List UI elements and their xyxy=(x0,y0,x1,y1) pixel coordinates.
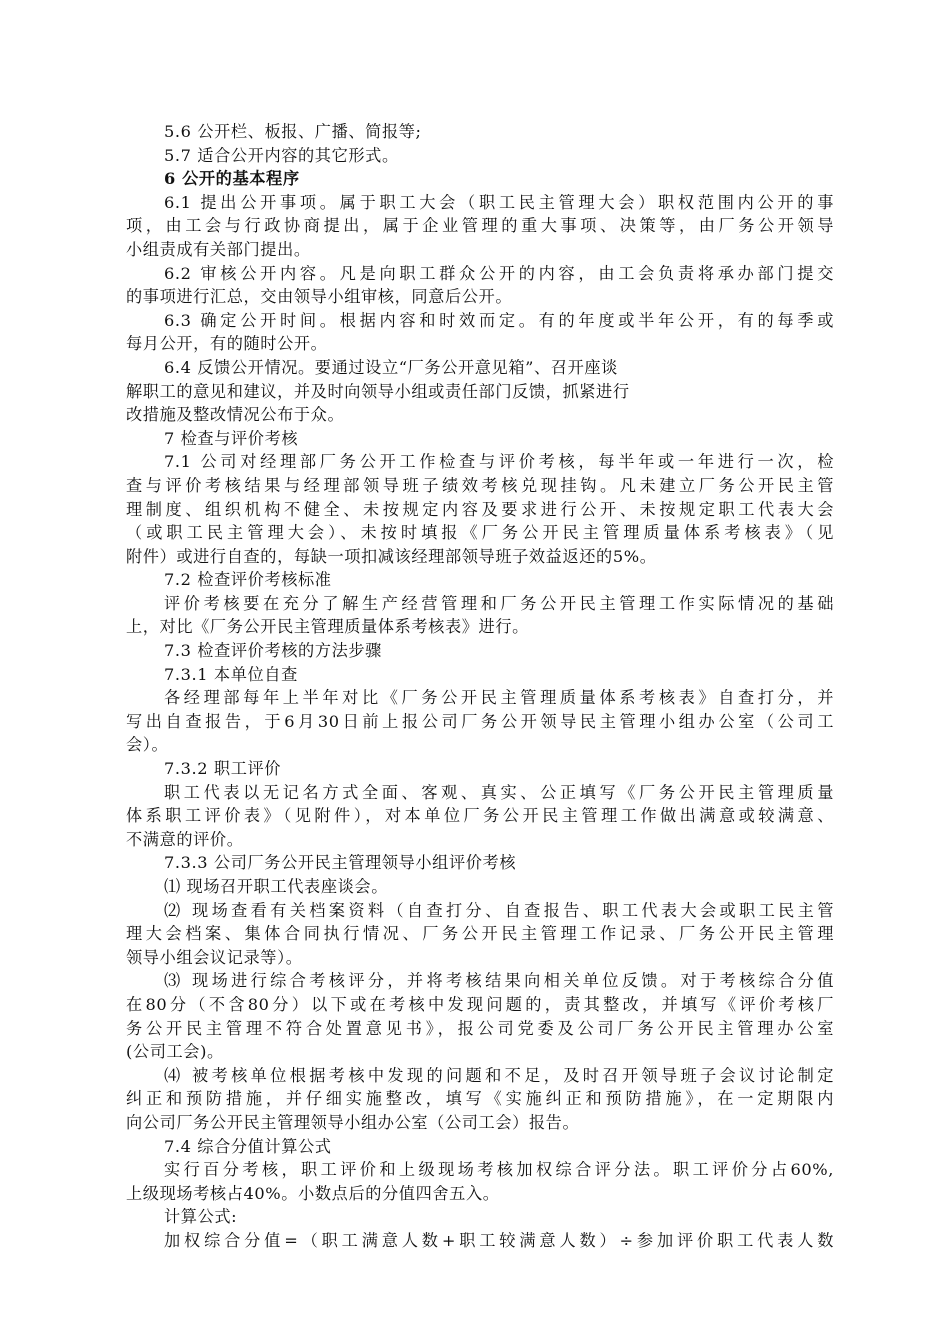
text-line: 6.4 反馈公开情况。要通过设立“厂务公开意见箱”、召开座谈 xyxy=(164,357,618,377)
text-line: 加权综合分值=（职工满意人数+职工较满意人数）÷参加评价职工代表人数 xyxy=(164,1230,834,1250)
text-line: 向公司厂务公开民主管理领导小组办公室（公司工会）报告。 xyxy=(126,1112,580,1132)
text-line: 理制度、组织机构不健全、未按规定内容及要求进行公开、未按规定职工代表大会 xyxy=(126,499,834,519)
text-line: 改措施及整改情况公布于众。 xyxy=(126,405,345,425)
text-line: 7.1 公司对经理部厂务公开工作检查与评价考核，每半年或一年进行一次，检 xyxy=(164,452,834,472)
text-line: ⑷ 被考核单位根据考核中发现的问题和不足，及时召开领导班子会议讨论制定 xyxy=(164,1065,834,1085)
text-line: 项，由工会与行政协商提出，属于企业管理的重大事项、决策等，由厂务公开领导 xyxy=(126,216,834,236)
document-body xyxy=(126,120,834,1253)
text-line: 各经理部每年上半年对比《厂务公开民主管理质量体系考核表》自查打分，并 xyxy=(164,688,834,708)
text-line: ⑶ 现场进行综合考核评分，并将考核结果向相关单位反馈。对于考核综合分值 xyxy=(164,971,834,991)
text-line: 纠正和预防措施，并仔细实施整改，填写《实施纠正和预防措施》，在一定期限内 xyxy=(126,1089,834,1109)
text-line: 理大会档案、集体合同执行情况、厂务公开民主管理工作记录、厂务公开民主管理 xyxy=(126,924,834,944)
text-line: 5.7 适合公开内容的其它形式。 xyxy=(164,145,399,165)
text-line: 职工代表以无记名方式全面、客观、真实、公正填写《厂务公开民主管理质量 xyxy=(164,782,834,802)
text-line: 每月公开，有的随时公开。 xyxy=(126,334,328,354)
text-line: 附件）或进行自查的，每缺一项扣减该经理部领导班子效益返还的5%。 xyxy=(126,546,657,566)
text-line: 6.1 提出公开事项。属于职工大会（职工民主管理大会）职权范围内公开的事 xyxy=(164,192,834,212)
text-line: 7.3.2 职工评价 xyxy=(164,759,282,779)
text-line: (公司工会)。 xyxy=(126,1042,224,1062)
text-line: 小组责成有关部门提出。 xyxy=(126,239,311,259)
text-line: 体系职工评价表》（见附件），对本单位厂务公开民主管理工作做出满意或较满意、 xyxy=(126,806,834,826)
text-line: 计算公式: xyxy=(164,1207,238,1227)
text-line: 评价考核要在充分了解生产经营管理和厂务公开民主管理工作实际情况的基础 xyxy=(164,593,834,613)
text-line: 实行百分考核，职工评价和上级现场考核加权综合评分法。职工评价分占60%, xyxy=(164,1160,834,1180)
text-line: 领导小组会议记录等）。 xyxy=(126,947,303,967)
text-line: 会）。 xyxy=(126,735,169,755)
text-line: 7.3.3 公司厂务公开民主管理领导小组评价考核 xyxy=(164,853,517,873)
text-line: 7.2 检查评价考核标准 xyxy=(164,570,332,590)
text-line: 写出自查报告，于6月30日前上报公司厂务公开领导民主管理小组办公室（公司工 xyxy=(126,711,834,731)
text-line: ⑴ 现场召开职工代表座谈会。 xyxy=(164,877,388,896)
text-line: 上，对比《厂务公开民主管理质量体系考核表》进行。 xyxy=(126,617,529,637)
section-heading: 6 公开的基本程序 xyxy=(164,169,300,189)
text-line: 7.4 综合分值计算公式 xyxy=(164,1136,332,1156)
text-line: 解职工的意见和建议，并及时向领导小组或责任部门反馈，抓紧进行 xyxy=(126,381,630,401)
text-line: 上级现场考核占40%。小数点后的分值四舍五入。 xyxy=(126,1183,500,1203)
text-line: 不满意的评价。 xyxy=(126,829,244,849)
text-line: 7.3 检查评价考核的方法步骤 xyxy=(164,641,382,661)
text-line: 7.3.1 本单位自查 xyxy=(164,664,298,684)
text-line: 7 检查与评价考核 xyxy=(164,428,299,448)
text-line: 查与评价考核结果与经理部领导班子绩效考核兑现挂钩。凡未建立厂务公开民主管 xyxy=(126,475,834,495)
text-line: 6.3 确定公开时间。根据内容和时效而定。有的年度或半年公开，有的每季或 xyxy=(164,310,834,330)
text-line: 的事项进行汇总，交由领导小组审核，同意后公开。 xyxy=(126,287,513,307)
text-line: 务公开民主管理不符合处置意见书》，报公司党委及公司厂务公开民主管理办公室 xyxy=(126,1018,834,1038)
text-line: 在80分（不含80分）以下或在考核中发现问题的，责其整改，并填写《评价考核厂 xyxy=(126,994,834,1014)
text-line: （或职工民主管理大会）、未按时填报《厂务公开民主管理质量体系考核表》（见 xyxy=(126,523,834,543)
text-line: 6.2 审核公开内容。凡是向职工群众公开的内容，由工会负责将承办部门提交 xyxy=(164,263,834,283)
text-line: ⑵ 现场查看有关档案资料（自查打分、自查报告、职工代表大会或职工民主管 xyxy=(164,900,834,920)
text-line: 5.6 公开栏、板报、广播、简报等; xyxy=(164,122,422,141)
